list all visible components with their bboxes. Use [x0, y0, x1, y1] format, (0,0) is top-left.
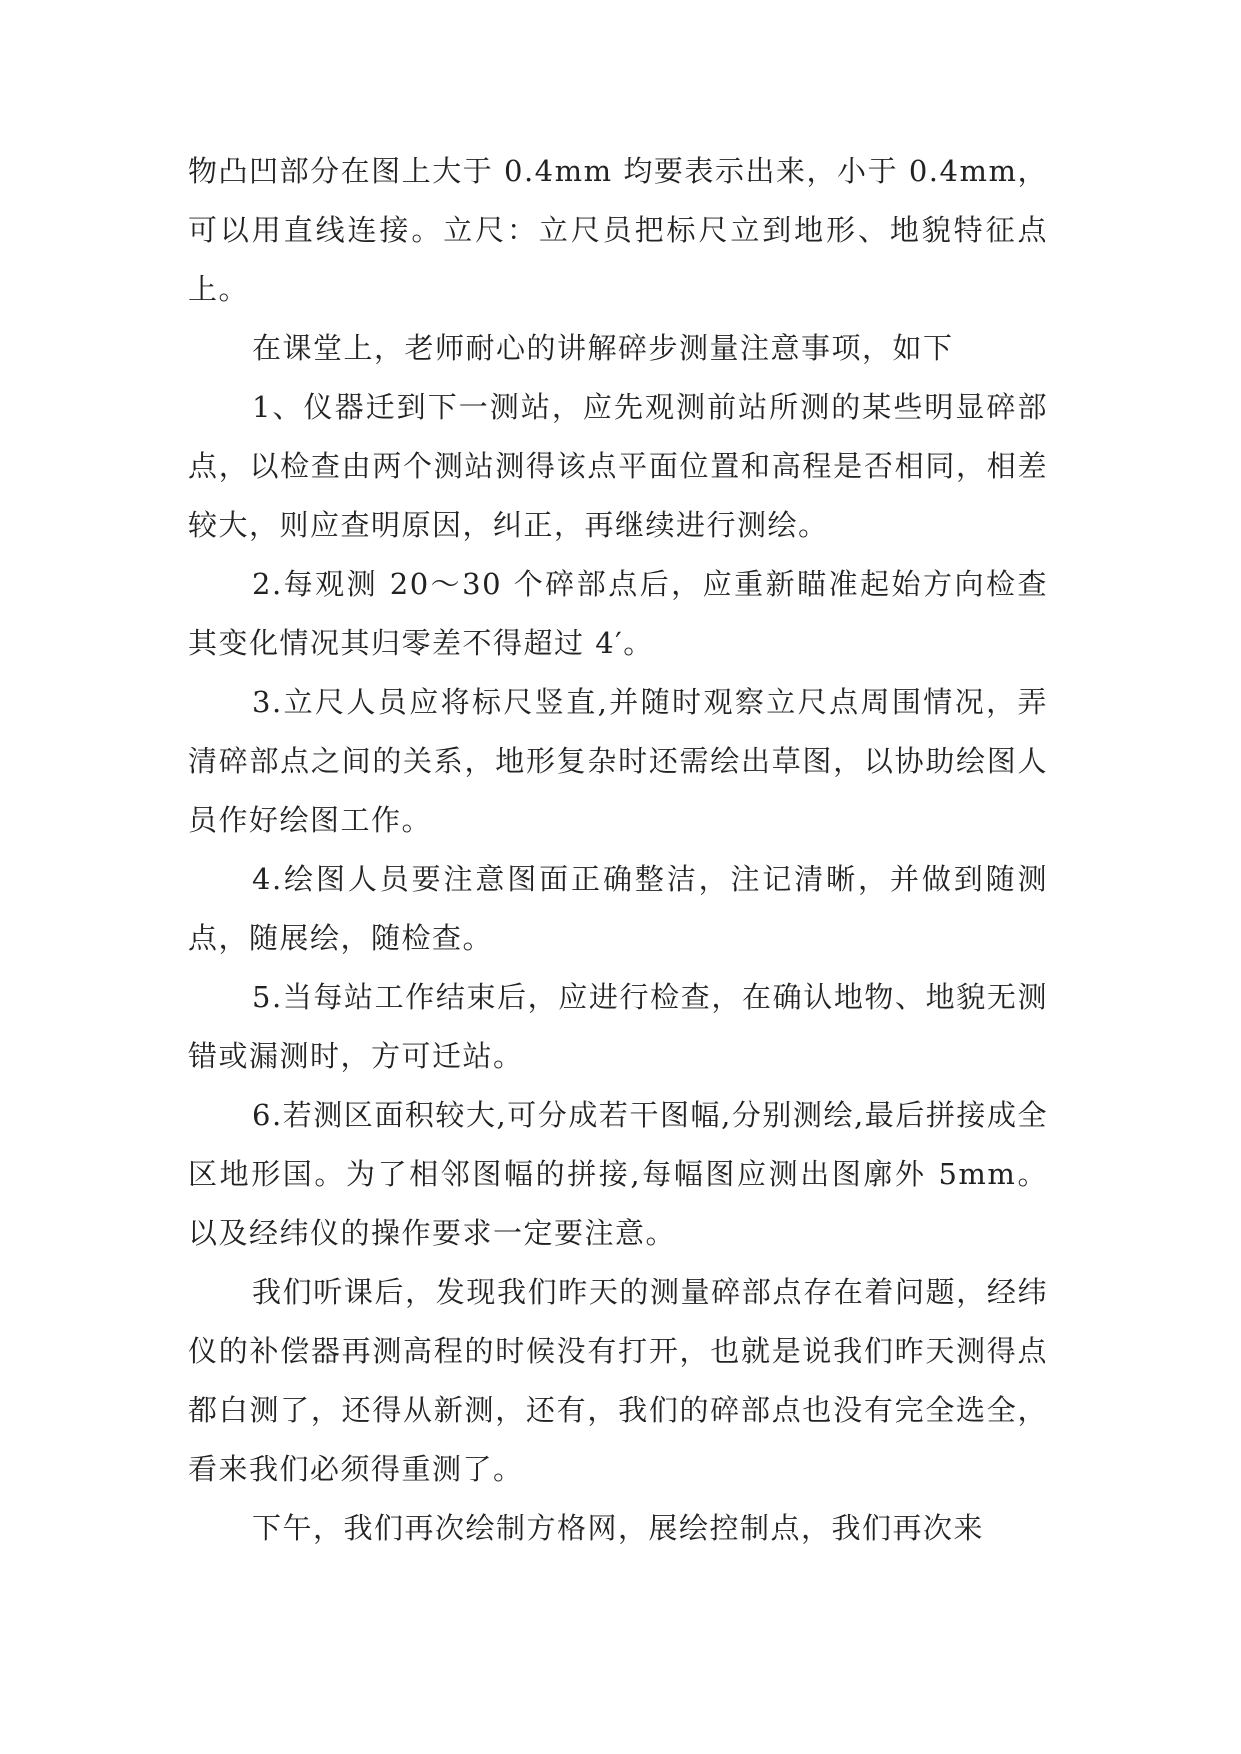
- paragraph: 6.若测区面积较大,可分成若干图幅,分别测绘,最后拼接成全区地形国。为了相邻图幅的拼接,每幅图应测出图廓外 5mm。以及经纬仪的操作要求一定要注意。: [188, 1098, 1048, 1250]
- body-text: [188, 142, 1048, 1558]
- paragraph: 3.立尺人员应将标尺竖直,并随时观察立尺点周围情况，弄清碎部点之间的关系，地形复杂时还需绘出草图，以协助绘图人员作好绘图工作。: [188, 685, 1048, 837]
- paragraph: 5.当每站工作结束后，应进行检查，在确认地物、地貌无测错或漏测时，方可迁站。: [188, 980, 1048, 1073]
- paragraph: 我们听课后，发现我们昨天的测量碎部点存在着问题，经纬仪的补偿器再测高程的时候没有打开，也就是说我们昨天测得点都白测了，还得从新测，还有，我们的碎部点也没有完全选全，看来我们必须得重测了。: [188, 1275, 1048, 1486]
- paragraph: 下午，我们再次绘制方格网，展绘控制点，我们再次来: [252, 1511, 985, 1545]
- paragraph: 在课堂上，老师耐心的讲解碎步测量注意事项，如下: [252, 331, 954, 365]
- paragraph: 1、仪器迁到下一测站，应先观测前站所测的某些明显碎部点，以检查由两个测站测得该点平面位置和高程是否相同，相差较大，则应查明原因，纠正，再继续进行测绘。: [188, 390, 1048, 542]
- paragraph: 2.每观测 20～30 个碎部点后，应重新瞄准起始方向检查其变化情况其归零差不得超过 4′。: [188, 567, 1048, 660]
- paragraph: 物凸凹部分在图上大于 0.4mm 均要表示出来，小于 0.4mm，可以用直线连接。立尺：立尺员把标尺立到地形、地貌特征点上。: [188, 154, 1048, 306]
- paragraph: 4.绘图人员要注意图面正确整洁，注记清晰，并做到随测点，随展绘，随检查。: [188, 862, 1048, 955]
